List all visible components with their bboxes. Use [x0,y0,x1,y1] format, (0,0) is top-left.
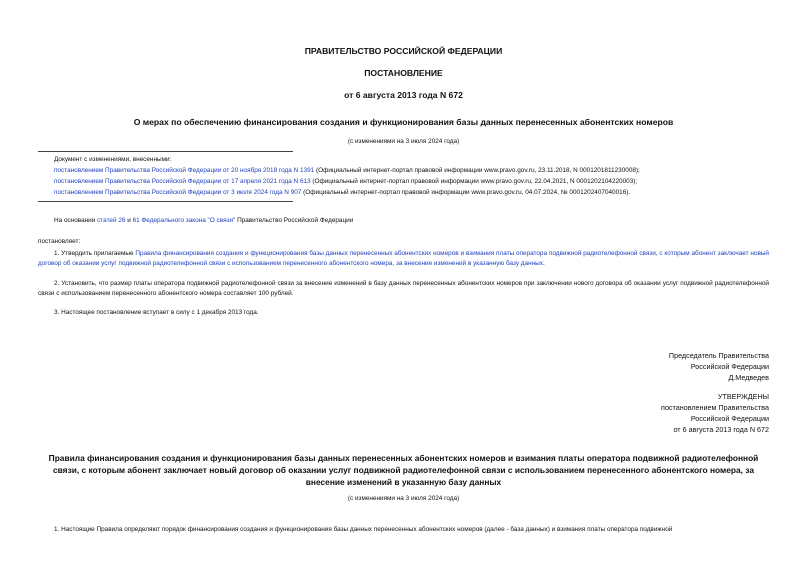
legal-basis: На основании статей 26 и 61 Федерального закона "О связи" Правительство Российской Федерации [54,217,354,224]
basis-link-article-26[interactable]: статей 26 [97,217,126,224]
signature-block [669,350,769,383]
rules-paragraph-1: 1. Настоящие Правила определяют порядок финансирования создания и функционирования базы данных перенесенных абонентских номеров (далее - база данных) и взимания платы оператора подвижной [54,526,673,533]
document-changes-note: (с изменениями на 3 июля 2024 года) [347,138,460,145]
document-date: от 6 августа 2013 года N 672 [344,90,463,100]
signature-country: Российской Федерации [690,362,769,371]
signature-name: Д.Медведев [728,373,769,382]
rules-link[interactable]: Правила финансирования создания и функционирования базы данных перенесенных абонентских номеров и взимания платы оператора подвижной радиотелефонной связи, с которым абонент заключает новый договор об оказании услуг подвижной радиотелефонной связи с использованием перенесенного абонентского номера, за внесение изменений в указанную базу данных [38,250,770,267]
rules-changes-note: (с изменениями на 3 июля 2024 года) [347,495,460,502]
decrees-label: постановляет: [38,238,81,245]
amendment-link[interactable]: постановлением Правительства Российской Федерации от 20 ноября 2018 года N 1391 [54,167,315,174]
approval-block [661,391,769,435]
amendment-item: постановлением Правительства Российской Федерации от 17 апреля 2021 года N 613 (Официальный интернет-портал правовой информации www.pravo.gov.ru, 22.04.2021, N 0001202104220003); [54,178,638,185]
amendment-item: постановлением Правительства Российской Федерации от 3 июля 2024 года N 907 (Официальный интернет-портал правовой информации www.pravo.gov.ru, 04.07.2024, № 0001202407040016). [54,189,631,196]
government-heading: ПРАВИТЕЛЬСТВО РОССИЙСКОЙ ФЕДЕРАЦИИ [304,46,503,56]
rules-title: Правила финансирования создания и функционирования базы данных перенесенных абонентских номеров и взимания платы оператора подвижной радиотелефонной связи, с которым абонент заключает новый договор об оказании услуг подвижной радиотелефонной связи с использованием перенесенного абонентского номера, за внесение изменений в указанную базу данных [48,453,759,487]
document-type: ПОСТАНОВЛЕНИЕ [364,68,443,78]
amendment-item: постановлением Правительства Российской Федерации от 20 ноября 2018 года N 1391 (Официальный интернет-портал правовой информации www.pravo.gov.ru, 23.11.2018, N 0001201811230008); [54,167,640,174]
approval-label: УТВЕРЖДЕНЫ [717,392,769,401]
paragraph-1: 1. Утвердить прилагаемые Правила финансирования создания и функционирования базы данных перенесенных абонентских номеров и взимания платы оператора подвижной радиотелефонной связи, с которым абонент заключает новый договор об оказании услуг подвижной радиотелефонной связи с использованием перенесенного абонентского номера, за внесение изменений в указанную базу данных. [38,250,770,267]
separator-top [38,151,293,152]
approval-country: Российской Федерации [690,414,769,423]
separator-bottom [38,201,293,202]
amendment-link[interactable]: постановлением Правительства Российской Федерации от 17 апреля 2021 года N 613 [54,178,311,185]
signature-position: Председатель Правительства [668,351,769,360]
approval-by: постановлением Правительства [661,403,769,412]
paragraph-2: 2. Установить, что размер платы оператора подвижной радиотелефонной связи за внесение изменений в базу данных перенесенных абонентских номеров при заключении нового договора об оказании услуг подвижной радиотелефонной связи с использованием перенесенного абонентского номера составляет 100 рублей. [38,280,769,297]
paragraph-3: 3. Настоящее постановление вступает в силу с 1 декабря 2013 года. [54,309,259,316]
amendments-intro: Документ с изменениями, внесенными: [54,156,172,163]
basis-link-law[interactable]: 61 Федерального закона "О связи" [132,217,236,224]
document-title: О мерах по обеспечению финансирования создания и функционирования базы данных перенесенных абонентских номеров [133,117,674,127]
approval-date: от 6 августа 2013 года N 672 [673,425,769,434]
amendment-link[interactable]: постановлением Правительства Российской Федерации от 3 июля 2024 года N 907 [54,189,302,196]
